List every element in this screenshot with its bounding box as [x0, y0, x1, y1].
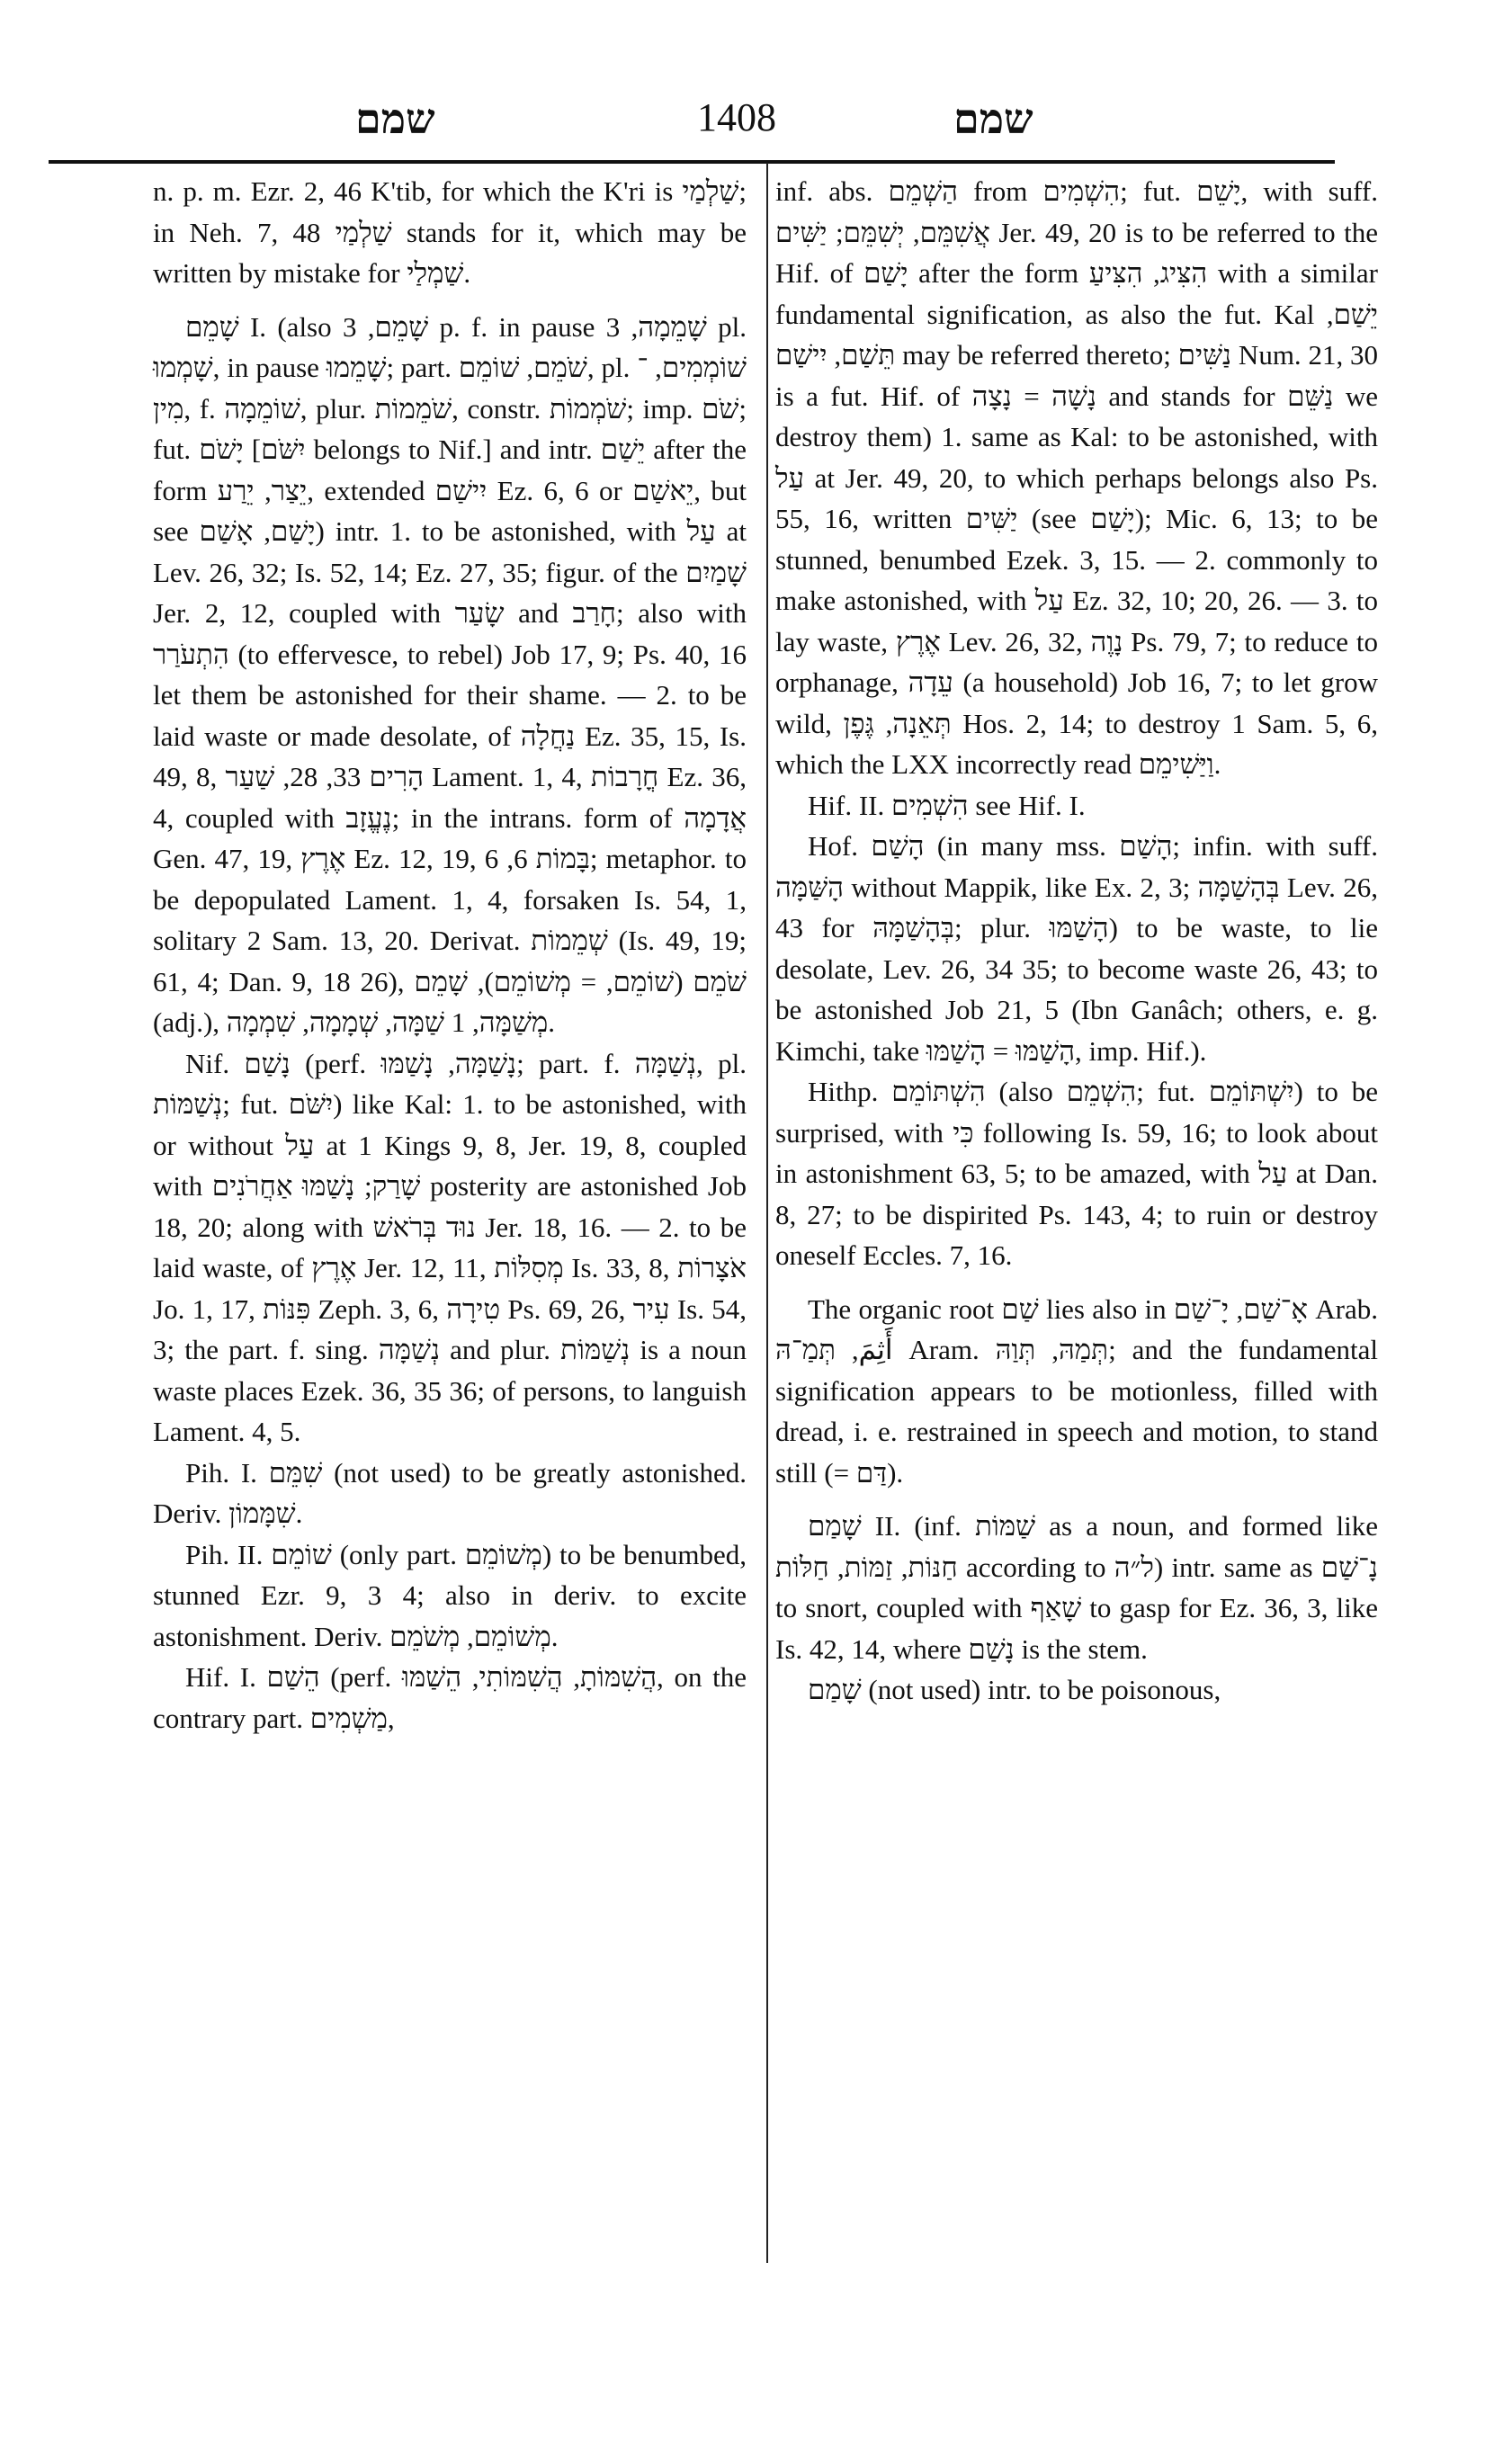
entry-shamem-1-kal: שָׁמֵם I. (also שָׁמֵם, 3 p. f. in pause שָׁמֵמָה, 3 pl. שָׁמְמוּ, in pause שָׁמֵמוּ; part. שֹׁמֵם, שׁוֹמֵם, pl. שׁוֹמְמִים, ־מִין, f. שׁוֹמֵמָה, plur. שֹׁמֵמוֹת, constr. שֹׁמְמוֹת; imp. שֹׁם; fut. יָשֹׁם [יִשֹּׁם belongs to Nif.] and intr. יֵשַׁם after the form יֵצַר, יֵרַע, extended יִישַׁם Ez. 6, 6 or יֵאשַׁם, but see יָשַׁם, אָשַׁם) intr. 1. to be astonished, with עַל at Lev. 26, 32; Is. 52, 14; Ez. 27, 35; figur. of the שָׁמַיִם Jer. 2, 12, coupled with שָׂעַר and חָרַב; also with הִתְעֹרַר (to effervesce, to rebel) Job 17, 9; Ps. 40, 16 let them be astonished for their shame. — 2. to be laid waste or made desolate, of נַחֲלָה Ez. 35, 15, Is. 49, 8, הָרִים 33, 28, שַׁעַר Lament. 1, 4, חֳרָבוֹת Ez. 36, 4, coupled with נֶעֱזָב; in the intrans. form of אֲדָמָה Gen. 47, 19, אֶרֶץ Ez. 12, 19, בָּמוֹת 6, 6; metaphor. to be depopulated Lament. 1, 4, forsaken Is. 54, 1, solitary 2 Sam. 13, 20. Derivat. שְׁמֵמוֹת (Is. 49, 19; 61, 4; Dan. 9, 18 26), שֹׁמֵם (שׁוֹמֵם, = מְשׁוֹמֵם), שָׁמֵם (adj.), מְשַׁמָּה, 1 שַׁמָּה, שְׁמָמָה, שִׁמְמָה. [153, 310, 747, 1038]
running-headword-left: שמם [355, 94, 435, 143]
page-number: 1408 [697, 95, 776, 139]
right-column [775, 171, 1378, 1711]
header-rule [49, 160, 1335, 164]
page-header [0, 94, 1512, 148]
entry-hif-1: Hif. I. הֵשַׁם (perf. הֲשִׁמּוֹתָ, הֲשִׁמּוֹתִי, הֵשַׁמּוּ, on the contrary part. מַשְׁמִים, [153, 1661, 747, 1734]
running-headword-right: שמם [953, 94, 1033, 143]
entry-hof: Hof. הָשַׁם (in many mss. הָשַׁם; infin. with suff. הָשַּׁמָּה without Mappik, like Ex. 2, 3; בְּהָשַׁמָּה Lev. 26, 43 for בְּהָשַׁמָּהּ; plur. הָשַׁמּוּ) to be waste, to lie desolate, Lev. 26, 34 35; to become waste 26, 43; to be astonished Job 21, 5 (Ibn Ganâch; others, e. g. Kimchi, take הָשַׁמּוּ = הָשַׁמּוּ, imp. Hif.). [775, 830, 1378, 1067]
entry-hif-1-continued: inf. abs. הַשְׁמֵם from הִשְׁמִים; fut. יָשֵׁם, with suff. אֲשִׁמֵּם, יְשִׁמֵּם; יַשִּׁים Jer. 49, 20 is to be referred to the Hif. of יָשַׁם after the form הִצִּיג, הִצִּיעַ with a similar fundamental signification, as also the fut. Kal יֵשַׁם, תֵּשַׁם, יִישַׁם may be referred thereto; נַשִּׁים Num. 21, 30 is a fut. Hif. of נָשָׁה = נָצָה and stands for נַשֵּׁם we destroy them) 1. same as Kal: to be astonished, with עַל at Jer. 49, 20, to which perhaps belongs also Ps. 55, 16, written יַשִּׁים (see יָשַׁם); Mic. 6, 13; to be stunned, benumbed Ezek. 3, 15. — 2. commonly to make astonished, with עַל Ez. 32, 10; 20, 26. — 3. to lay waste, אֶרֶץ Lev. 26, 32, נָוֶה Ps. 79, 7; to reduce to orphanage, עֵדָה (a household) Job 16, 7; to let grow wild, תְּאֵנָה, גֶּפֶן Hos. 2, 14; to destroy 1 Sam. 5, 6, which the LXX incorrectly read וַיַּשִׁימֵם. [775, 175, 1379, 780]
organic-root-note: The organic root שַׁם lies also in אָ־שַׁם, יָ־שַׁם Arab. أَثِمَ, תְּמַ־הּ Aram. תְּמַהּ, תְּוַהּ; and the fundamental signification appears to be motionless, filled with dread, i. e. restrained in speech and motion, to stand still (= דַּם). [775, 1292, 1378, 1489]
entry-hithp: Hithp. הִשְׁתּוֹמֵם (also הִשְׁמֵם; fut. יִשְׁתּוֹמֵם) to be surprised, with כִּי following Is. 59, 16; to look about in astonishment 63, 5; to be amazed, with עַל at Dan. 8, 27; to be dispirited Ps. 143, 4; to ruin or destroy oneself Eccles. 7, 16. [775, 1076, 1378, 1271]
entry-shamem-3: שָׁמַם (not used) intr. to be poisonous, [808, 1674, 1221, 1705]
entry-shamem-2: שָׁמַם II. (inf. שַׁמּוֹת as a noun, and formed like חַנּוֹת, זַמּוֹת, חַלּוֹת according to ל״ה) intr. same as נָ־שַׁם to snort, coupled with שָׁאַף to gasp for Ez. 36, 3, like Is. 42, 14, where נָשַׁם is the stem. [775, 1510, 1378, 1665]
entry-continuation: n. p. m. Ezr. 2, 46 K'tib, for which the K'ri is שַׁלְמַי; in Neh. 7, 48 שַׁלְמַי stands for it, which may be written by mistake for שַׁמְלַי. [153, 175, 747, 289]
entry-nif: Nif. נָשַׁם (perf. נָשַׁמָּה, נָשַׁמּוּ; part. f. נְשַׁמָּה, pl. נְשַׁמּוֹת; fut. יִשֹּׁם) like Kal: 1. to be astonished, with or without עַל at 1 Kings 9, 8, Jer. 19, 8, coupled with שָׁרַק; נָשַׁמּוּ אַחֲרֹנִים posterity are astonished Job 18, 20; along with נוּד בְּרֹאשׁ Jer. 18, 16. — 2. to be laid waste, of אֶרֶץ Jer. 12, 11, מְסִלּוֹת Is. 33, 8, אֹצָרוֹת Jo. 1, 17, פִּנּוֹת Zeph. 3, 6, טִירָה Ps. 69, 26, עִיר Is. 54, 3; the part. f. sing. נְשַׁמָּה and plur. נְשַׁמּוֹת is a noun waste places Ezek. 36, 35 36; of persons, to languish Lament. 4, 5. [153, 1047, 747, 1447]
entry-pih-2: Pih. II. שׁוֹמֵם (only part. מְשׁוֹמֵם) to be benumbed, stunned Ezr. 9, 3 4; also in deriv. to excite astonishment. Deriv. מְשׁוֹמֵם, מְשֹׁמֵם. [153, 1538, 747, 1652]
entry-pih-1: Pih. I. שִׁמֵּם (not used) to be greatly astonished. Deriv. שִׁמָּמוֹן. [153, 1456, 747, 1529]
entry-hif-2: Hif. II. הִשְׁמִים see Hif. I. [808, 789, 1086, 821]
column-divider [766, 163, 768, 2263]
left-column [153, 171, 747, 1739]
